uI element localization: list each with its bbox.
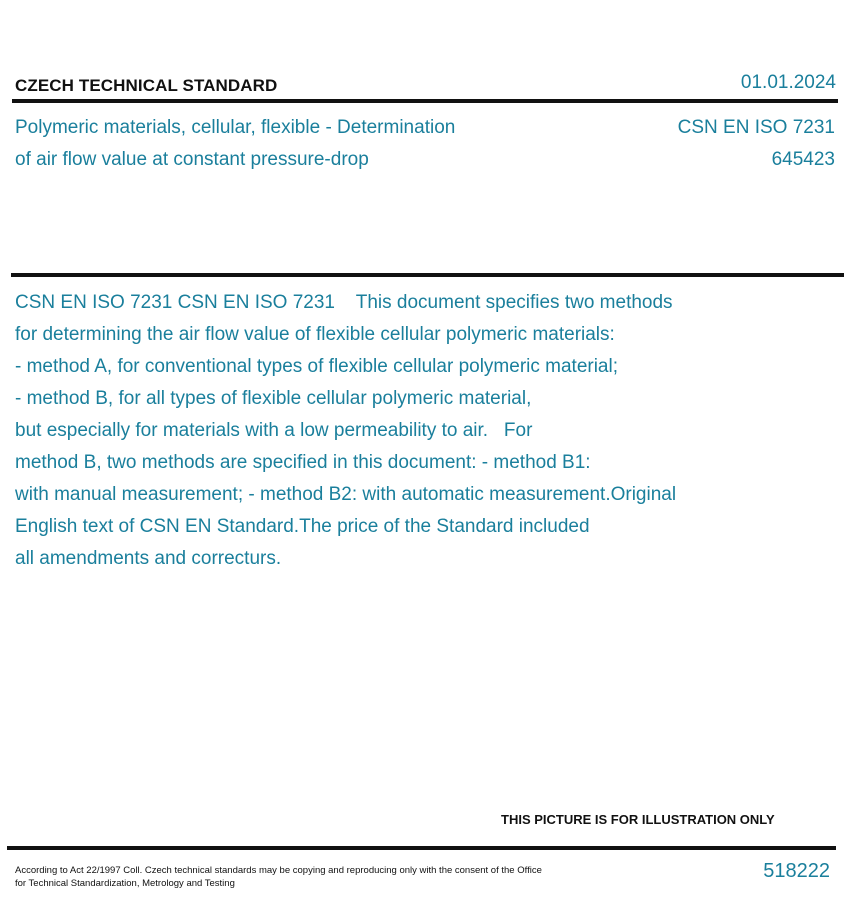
legal-notice-line-1: According to Act 22/1997 Coll. Czech technical standards may be copying and reproducing only with the consent of the Office xyxy=(15,865,542,876)
description-line: - method B, for all types of flexible cellular polymeric material, xyxy=(15,388,532,409)
classification-code: 645423 xyxy=(771,149,835,170)
description-line: method B, two methods are specified in this document: - method B1: xyxy=(15,452,591,473)
description-line: all amendments and correcturs. xyxy=(15,548,282,569)
section-divider xyxy=(11,273,844,277)
document-type-heading: CZECH TECHNICAL STANDARD xyxy=(15,76,278,95)
illustration-disclaimer: THIS PICTURE IS FOR ILLUSTRATION ONLY xyxy=(501,812,775,827)
description-line: CSN EN ISO 7231 CSN EN ISO 7231 This document specifies two methods xyxy=(15,292,673,313)
effective-date: 01.01.2024 xyxy=(740,72,836,93)
description-line: but especially for materials with a low permeability to air. For xyxy=(15,420,533,441)
description-line: - method A, for conventional types of flexible cellular polymeric material; xyxy=(15,356,618,377)
legal-notice-line-2: for Technical Standardization, Metrology and Testing xyxy=(15,878,235,889)
document-id: 518222 xyxy=(763,860,830,882)
header-divider xyxy=(12,99,838,103)
standard-title-line-1: Polymeric materials, cellular, flexible - Determination xyxy=(15,117,456,138)
description-line: with manual measurement; - method B2: with automatic measurement.Original xyxy=(15,484,677,505)
standard-number: CSN EN ISO 7231 xyxy=(677,117,835,138)
legal-notice xyxy=(15,864,595,890)
standard-title-line-2: of air flow value at constant pressure-drop xyxy=(15,149,369,170)
standard-description xyxy=(15,287,805,575)
footer-divider xyxy=(7,846,836,850)
description-line: for determining the air flow value of flexible cellular polymeric materials: xyxy=(15,324,615,345)
description-line: English text of CSN EN Standard.The price of the Standard included xyxy=(15,516,590,537)
